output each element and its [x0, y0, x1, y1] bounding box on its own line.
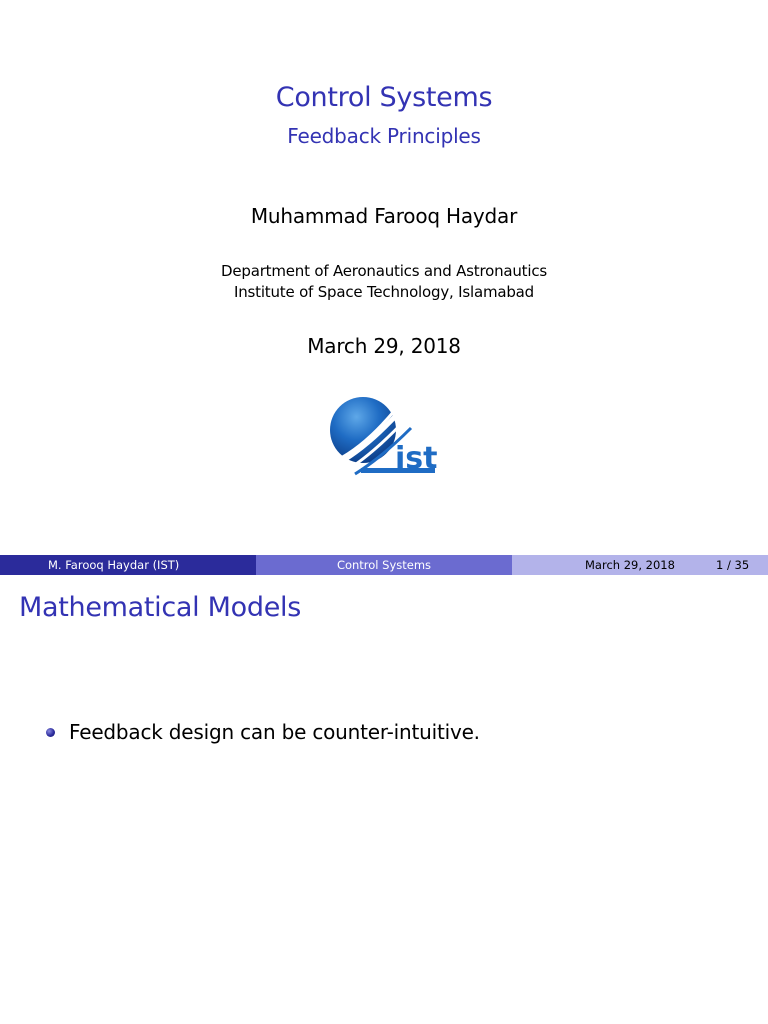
presentation-title: Control Systems — [275, 82, 493, 113]
bullet-item — [46, 720, 480, 744]
frame-title: Mathematical Models — [19, 592, 301, 623]
institute-name: Institute of Space Technology, Islamabad — [234, 283, 534, 301]
footer-author: M. Farooq Haydar (IST) — [0, 555, 256, 575]
footer-title: Control Systems — [256, 555, 512, 575]
footer-date: March 29, 2018 — [585, 558, 675, 572]
content-slide — [0, 576, 768, 1024]
institute-department: Department of Aeronautics and Astronautics — [221, 262, 547, 280]
svg-text:ist: ist — [395, 441, 438, 476]
presentation-date: March 29, 2018 — [307, 334, 461, 358]
footer-page-number: 1 / 35 — [716, 558, 750, 572]
footer-right — [512, 555, 768, 575]
bullet-text: Feedback design can be counter-intuitive. — [69, 720, 480, 744]
presentation-subtitle: Feedback Principles — [287, 124, 481, 148]
ist-globe-logo-icon — [325, 388, 445, 496]
bullet-icon — [46, 728, 55, 737]
author-name: Muhammad Farooq Haydar — [250, 204, 518, 228]
slide-footer — [0, 555, 768, 575]
ist-logo — [325, 388, 445, 496]
